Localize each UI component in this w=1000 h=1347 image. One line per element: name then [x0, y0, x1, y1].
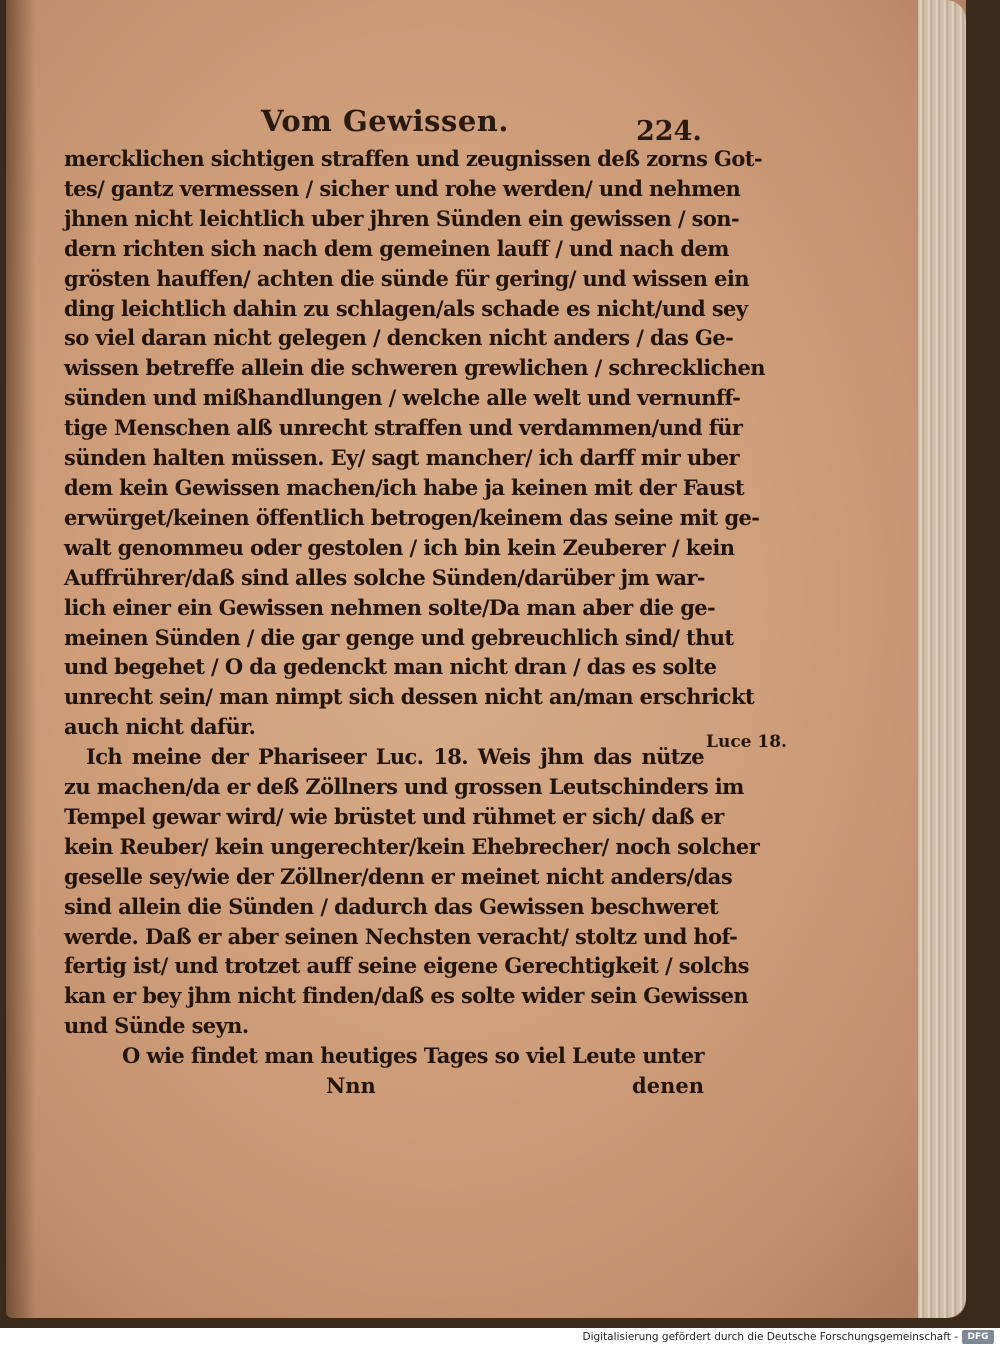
text-line: so viel daran nicht gelegen / dencken nicht anders / das Ge-: [64, 325, 734, 351]
footer-bar: [0, 1328, 1000, 1347]
running-head: Vom Gewissen.: [261, 104, 509, 138]
text-line: ding leichtlich dahin zu schlagen/als schade es nicht/und sey: [64, 295, 748, 321]
text-line: sünden und mißhandlungen / welche alle welt und vernunff-: [64, 385, 741, 411]
text-line: Ich meine der Phariseer Luc. 18. Weis jhm das nütze: [86, 744, 704, 770]
funding-credit: Digitalisierung gefördert durch die Deutsche Forschungsgemeinschaft -: [582, 1331, 958, 1343]
text-line: dern richten sich nach dem gemeinen lauff / und nach dem: [64, 235, 729, 261]
book-page: [6, 0, 966, 1318]
marginal-note: Luce 18.: [706, 732, 787, 752]
text-line: und begehet / O da gedenckt man nicht dran / das es solte: [64, 654, 717, 680]
page-gutter-shadow: [6, 0, 36, 1318]
text-line: Tempel gewar wird/ wie brüstet und rühmet er sich/ daß er: [64, 803, 724, 829]
text-line: geselle sey/wie der Zöllner/denn er meinet nicht anders/das: [64, 863, 733, 889]
signature-line: [64, 1071, 704, 1101]
text-line: fertig ist/ und trotzet auff seine eigene Gerechtigkeit / solchs: [64, 953, 749, 979]
dfg-logo: DFG: [962, 1330, 994, 1344]
text-line: sünden halten müssen. Ey/ sagt mancher/ ich darff mir uber: [64, 445, 739, 471]
text-line: tes/ gantz vermessen / sicher und rohe werden/ und nehmen: [64, 175, 741, 201]
text-line: zu machen/da er deß Zöllners und grossen Leutschinders im: [64, 774, 744, 800]
text-line: dem kein Gewissen machen/ich habe ja keinen mit der Faust: [64, 474, 744, 500]
text-line: kein Reuber/ kein ungerechter/kein Ehebrecher/ noch solcher: [64, 833, 760, 859]
text-line: meinen Sünden / die gar genge und gebreuchlich sind/ thut: [64, 624, 734, 650]
text-line: erwürget/keinen öffentlich betrogen/keinem das seine mit ge-: [64, 504, 760, 530]
text-line: walt genommeu oder gestolen / ich bin kein Zeuberer / kein: [64, 534, 735, 560]
text-line: Auffrührer/daß sind alles solche Sünden/darüber jm war-: [64, 564, 705, 590]
page-number: 224.: [636, 116, 702, 147]
signature-mark: Nnn: [326, 1073, 376, 1099]
text-line: O wie findet man heutiges Tages so viel Leute unter: [122, 1043, 704, 1069]
page-edges: [918, 0, 966, 1318]
text-line: jhnen nicht leichtlich uber jhren Sünden ein gewissen / son-: [64, 205, 740, 231]
text-line: lich einer ein Gewissen nehmen solte/Da man aber die ge-: [64, 594, 716, 620]
catchword: denen: [632, 1073, 704, 1099]
text-line: werde. Daß er aber seinen Nechsten veracht/ stoltz und hof-: [64, 923, 738, 949]
text-line: und Sünde seyn.: [64, 1013, 249, 1039]
text-line: auch nicht dafür.: [64, 714, 256, 740]
text-line: grösten hauffen/ achten die sünde für gering/ und wissen ein: [64, 265, 749, 291]
text-line: tige Menschen alß unrecht straffen und verdammen/und für: [64, 415, 743, 441]
text-line: kan er bey jhm nicht finden/daß es solte wider sein Gewissen: [64, 983, 749, 1009]
text-line: wissen betreffe allein die schweren grewlichen / schrecklichen: [64, 355, 765, 381]
text-line: mercklichen sichtigen straffen und zeugnissen deß zorns Got-: [64, 146, 762, 171]
text-line: unrecht sein/ man nimpt sich dessen nicht an/man erschrickt: [64, 684, 755, 710]
text-line: sind allein die Sünden / dadurch das Gewissen beschweret: [64, 893, 719, 919]
